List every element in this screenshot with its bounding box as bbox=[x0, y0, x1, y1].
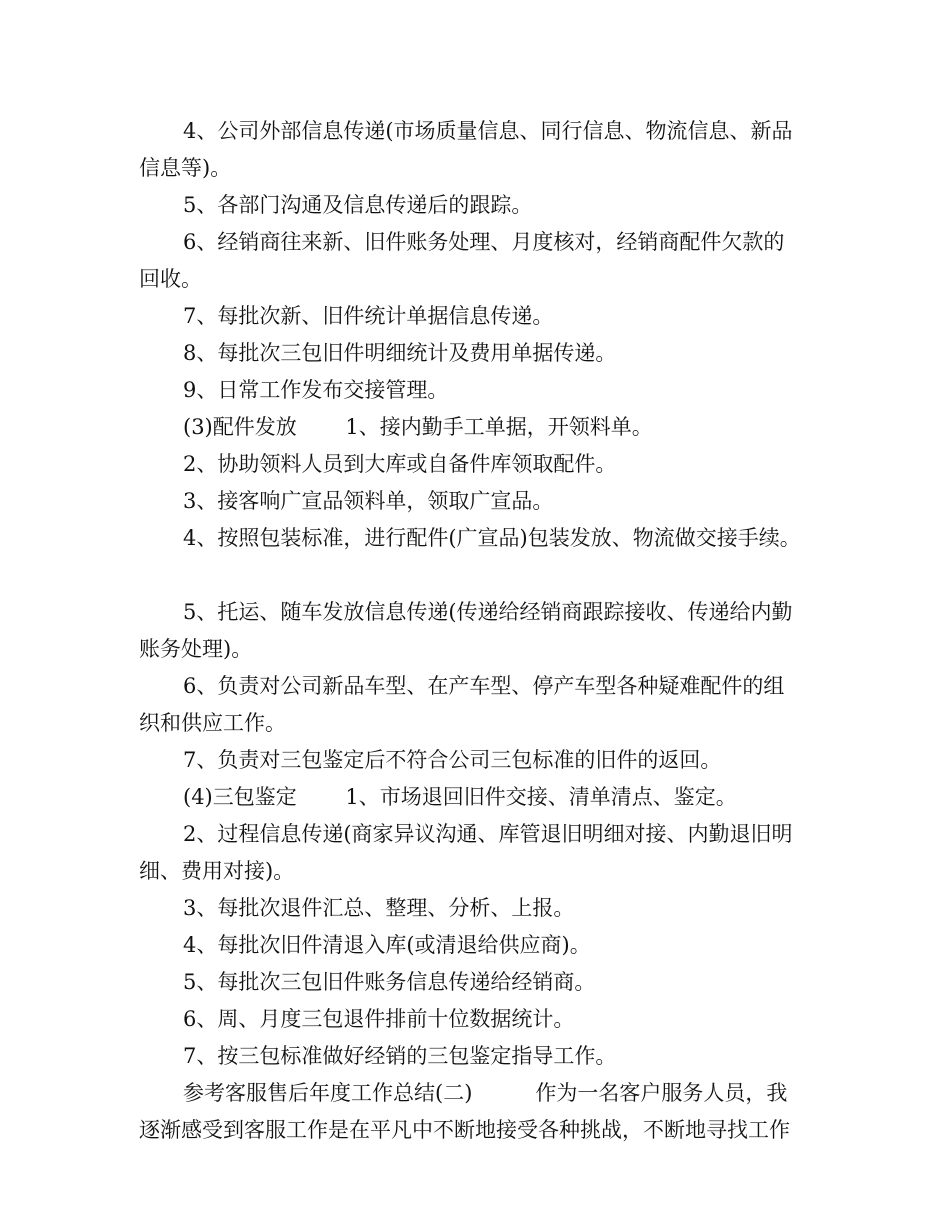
paragraph-line: 7、按三包标准做好经销的三包鉴定指导工作。 bbox=[183, 1044, 617, 1068]
paragraph-line: 4、每批次旧件清退入库(或清退给供应商)。 bbox=[183, 933, 591, 957]
section-heading-line: (3)配件发放 1、接内勤手工单据，开领料单。 bbox=[183, 415, 653, 439]
paragraph-line: 7、每批次新、旧件统计单据信息传递。 bbox=[183, 304, 554, 328]
paragraph-line: 回收。 bbox=[139, 267, 202, 291]
paragraph-line: 5、各部门沟通及信息传递后的跟踪。 bbox=[183, 193, 533, 217]
paragraph-line: 6、负责对公司新品车型、在产车型、停产车型各种疑难配件的组 bbox=[183, 674, 785, 698]
blank-line bbox=[139, 557, 824, 594]
paragraph-line: 8、每批次三包旧件明细统计及费用单据传递。 bbox=[183, 341, 617, 365]
paragraph-line: 2、过程信息传递(商家异议沟通、库管退旧明细对接、内勤退旧明 bbox=[183, 822, 793, 846]
paragraph-line: 9、日常工作发布交接管理。 bbox=[183, 378, 449, 402]
paragraph-line: 2、协助领料人员到大库或自备件库领取配件。 bbox=[183, 452, 617, 476]
document-body bbox=[139, 113, 824, 1149]
paragraph-line: 账务处理)。 bbox=[139, 637, 253, 661]
paragraph-line: 细、费用对接)。 bbox=[139, 859, 295, 883]
paragraph-line: 6、经销商往来新、旧件账务处理、月度核对，经销商配件欠款的 bbox=[183, 230, 785, 254]
paragraph-line: 4、公司外部信息传递(市场质量信息、同行信息、物流信息、新品 bbox=[183, 119, 793, 143]
section-heading-line: (4)三包鉴定 1、市场退回旧件交接、清单清点、鉴定。 bbox=[183, 785, 737, 809]
paragraph-line: 5、每批次三包旧件账务信息传递给经销商。 bbox=[183, 970, 596, 994]
paragraph-line: 6、周、月度三包退件排前十位数据统计。 bbox=[183, 1007, 575, 1031]
paragraph-line: 信息等)。 bbox=[139, 156, 232, 180]
paragraph-line: 5、托运、随车发放信息传递(传递给经销商跟踪接收、传递给内勤 bbox=[183, 600, 793, 624]
paragraph-line: 3、每批次退件汇总、整理、分析、上报。 bbox=[183, 896, 575, 920]
paragraph-line: 逐渐感受到客服工作是在平凡中不断地接受各种挑战，不断地寻找工作 bbox=[139, 1118, 790, 1142]
paragraph-line: 4、按照包装标准，进行配件(广宣品)包装发放、物流做交接手续。 bbox=[183, 526, 801, 550]
paragraph-line: 3、接客响广宣品领料单，领取广宣品。 bbox=[183, 489, 554, 513]
paragraph-line: 7、负责对三包鉴定后不符合公司三包标准的旧件的返回。 bbox=[183, 748, 722, 772]
paragraph-line: 参考客服售后年度工作总结(二) 作为一名客户服务人员，我 bbox=[183, 1081, 788, 1105]
paragraph-line: 织和供应工作。 bbox=[139, 711, 286, 735]
